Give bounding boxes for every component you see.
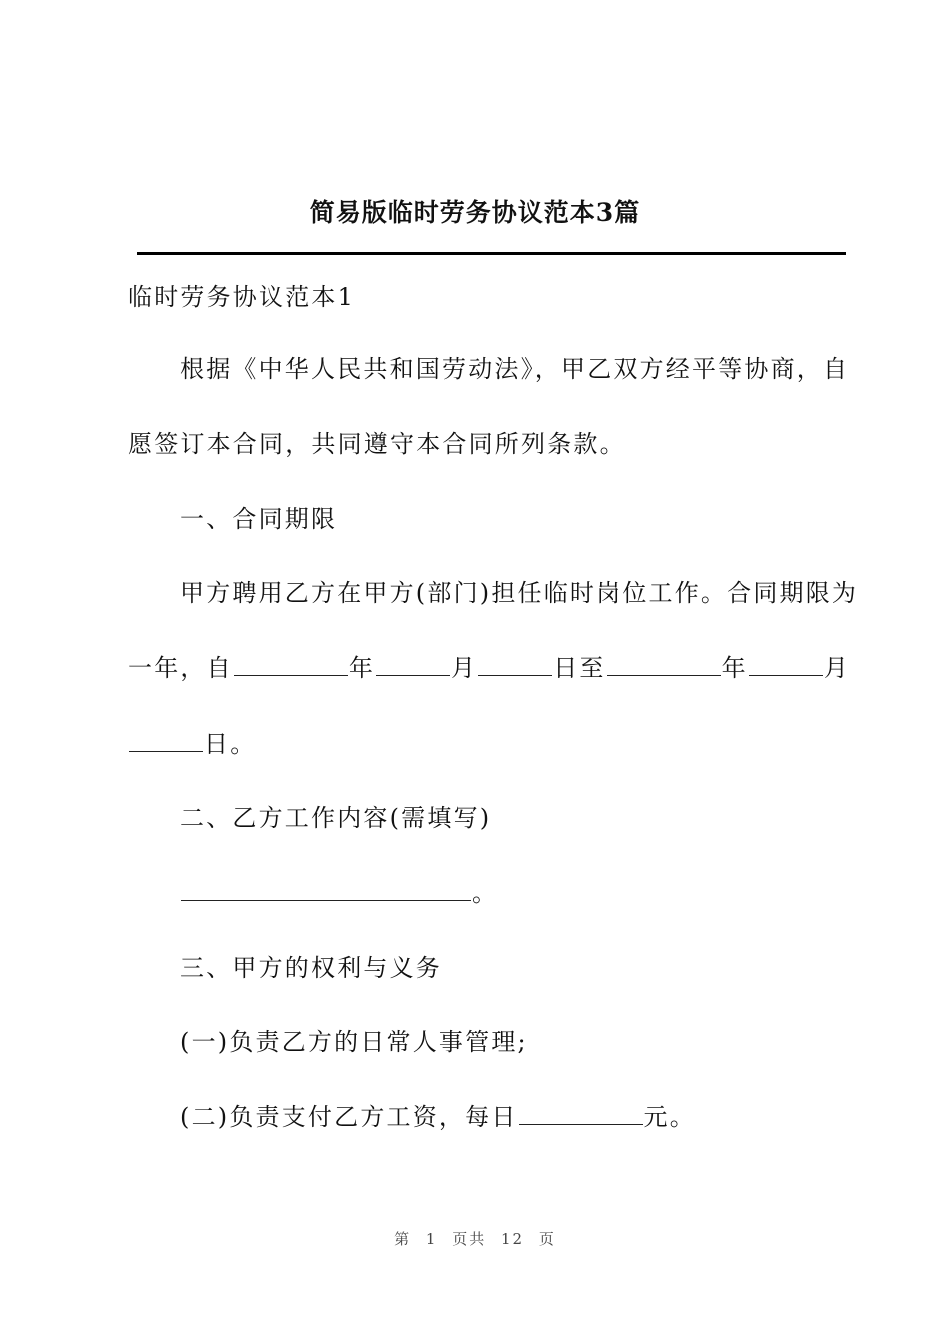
paragraph-line: 根据《中华人民共和国劳动法》，甲乙双方经平等协商，自 [180, 355, 850, 383]
fill-blank-work-content[interactable] [181, 878, 471, 901]
fill-blank-start-month[interactable] [376, 653, 450, 676]
date-range-line-end [128, 727, 848, 761]
clause-heading: 一、合同期限 [180, 505, 338, 533]
clause-heading: 三、甲方的权利与义务 [180, 954, 442, 982]
paragraph-line: 甲方聘用乙方在甲方(部门)担任临时岗位工作。合同期限为 [180, 579, 859, 607]
text-segment: 月 [823, 654, 851, 682]
text-segment: 年 [721, 654, 748, 682]
text-segment: 元。 [643, 1103, 696, 1131]
text-segment: 。 [472, 879, 499, 907]
page-number-footer: 第 1 页共 12 页 [394, 1230, 556, 1248]
clause-heading: 二、乙方工作内容(需填写) [180, 804, 492, 832]
text-segment: 一年，自 [128, 654, 233, 682]
text-segment: 月 [451, 654, 478, 682]
work-content-line [180, 876, 900, 910]
paragraph-line: 愿签订本合同，共同遵守本合同所列条款。 [128, 430, 626, 458]
text-segment: 年 [348, 654, 376, 682]
fill-blank-daily-wage[interactable] [519, 1102, 643, 1125]
document-title: 简易版临时劳务协议范本3篇 [309, 198, 641, 227]
fill-blank-start-day[interactable] [478, 653, 552, 676]
paragraph-line: (一)负责乙方的日常人事管理; [180, 1028, 528, 1056]
fill-blank-end-month[interactable] [749, 653, 823, 676]
fill-blank-end-day[interactable] [129, 729, 203, 752]
text-segment: 日至 [553, 654, 606, 682]
title-divider [137, 252, 846, 255]
wage-line [180, 1100, 900, 1134]
fill-blank-start-year[interactable] [234, 653, 348, 676]
fill-blank-end-year[interactable] [607, 653, 721, 676]
section-heading-1: 临时劳务协议范本1 [128, 283, 356, 311]
text-segment: 日。 [204, 730, 257, 758]
text-segment: (二)负责支付乙方工资，每日 [180, 1103, 518, 1131]
date-range-line [128, 651, 851, 685]
